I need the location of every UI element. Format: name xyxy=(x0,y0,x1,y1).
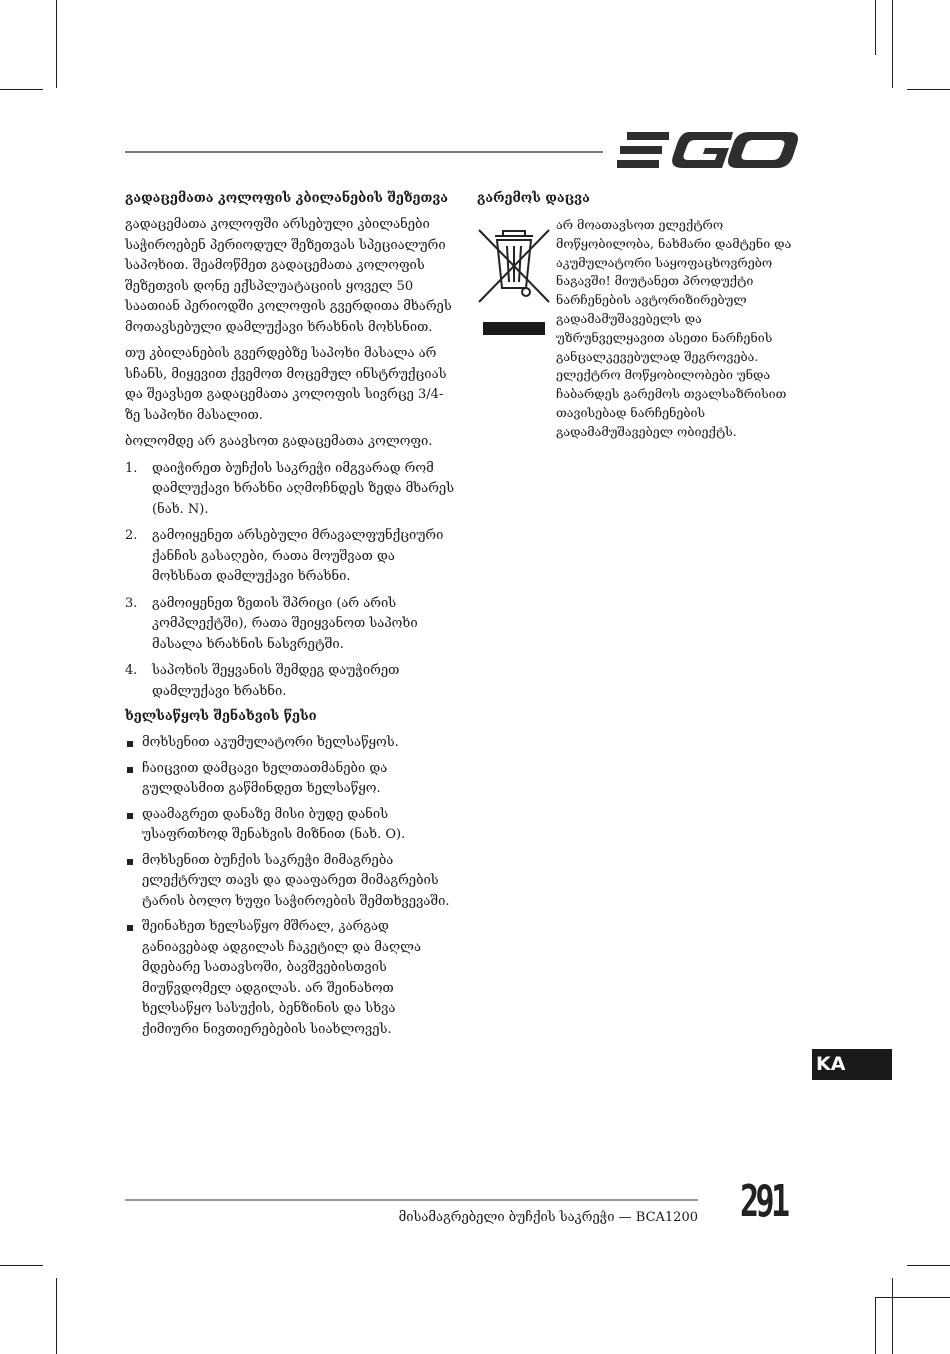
crop-mark xyxy=(907,89,950,90)
crop-mark xyxy=(56,1278,57,1354)
list-item xyxy=(125,759,455,800)
paragraph: თუ კბილანების გვერდებზე საპოხი მასალა არ სჩანს, მიყევით ქვემოთ მოცემულ ინსტრუქციას და შეავსეთ გადაცემათა კოლოფის სივრცე 3/4-ზე საპოხი მასალით. xyxy=(125,346,447,423)
item-text: დაამაგრეთ დანაზე მისი ბუდე დანის უსაფრთხოდ შენახვის მიზნით (ნახ. O). xyxy=(142,806,406,842)
step-number: 2. xyxy=(125,528,138,543)
step-number: 4. xyxy=(125,663,138,678)
list-item xyxy=(125,459,455,521)
paragraph: ბოლომდე არ გაავსოთ გადაცემათა კოლოფი. xyxy=(125,434,433,449)
item-text: შეინახეთ ხელსაწყო მშრალ, კარგად განიავებად ადგილას ჩაკეტილ და მაღლა მდებარე სათავსოში, ბავშვებისთვის მიუწვდომელ ადგილას. არ შეინახოთ ხელსაწყო სასუქის, ბენზინის და სხვა ქიმიური ნივთიერებების სიახლოვეს. xyxy=(142,919,421,1037)
language-badge: KA xyxy=(812,1049,892,1080)
item-text: მოხსენით აკუმულატორი ხელსაწყოს. xyxy=(142,735,399,750)
crop-mark xyxy=(875,1297,876,1354)
step-text: გამოიყენეთ არსებული მრავალფუნქციური ქანჩის გასაღები, რათა მოუშვათ და მოხსნათ დამლუქავი ხრახნი. xyxy=(152,528,444,584)
item-text: მოხსენით ბუჩქის საკრეჭი მიმაგრება ელექტრულ თავს და დააფარეთ მიმაგრების ტარის ბოლო ხუფი საჭიროების შემთხვევაში. xyxy=(142,852,450,909)
environment-heading: გარემოს დაცვა xyxy=(477,191,590,206)
crop-mark xyxy=(907,1265,950,1266)
list-item xyxy=(125,805,455,846)
bullet-icon xyxy=(127,767,133,773)
footer-product-title: მისამაგრებელი ბუჩქის საკრეჭი — BCA1200 xyxy=(398,1210,698,1225)
gear-lubrication-heading: გადაცემათა კოლოფის კბილანების შეზეთვა xyxy=(125,191,449,206)
weee-crossed-bin-icon xyxy=(477,218,551,336)
step-text: დაიჭირეთ ბუჩქის საკრეჭი იმგვარად რომ დამლუქავი ხრახნი აღმოჩნდეს ზედა მხარეს (ნახ. N). xyxy=(152,460,455,517)
page-number: 291 xyxy=(740,1176,787,1227)
header-rule xyxy=(125,151,603,153)
crop-mark xyxy=(0,1265,43,1266)
crop-mark xyxy=(0,89,43,90)
list-item xyxy=(125,594,455,656)
crop-mark xyxy=(56,0,57,88)
list-item xyxy=(125,851,455,913)
storage-heading: ხელსაწყოს შენახვის წესი xyxy=(125,709,317,724)
footer-rule xyxy=(125,1199,698,1201)
list-item xyxy=(125,733,455,754)
step-text: გამოიყენეთ ზეთის შპრიცი (არ არის კომპლექტში), რათა შეიყვანოთ საპოხი მასალა ხრახნის ნასვრეტში. xyxy=(152,595,418,652)
crop-mark xyxy=(892,1278,893,1354)
paragraph: გადაცემათა კოლოფში არსებული კბილანები საჭიროებენ პერიოდულ შეზეთვას სპეციალური საპოხით. შეამოწმეთ გადაცემათა კოლოფის შეზეთვის დონე ექსპლუატაციის ყოველ 50 საათიან პერიოდში კოლოფის გვერდითა მხარეს მოთავსებული დამლუქავი ხრახნის მოხსნით. xyxy=(125,217,452,335)
step-number: 1. xyxy=(125,460,138,476)
storage-list xyxy=(125,733,455,1040)
list-item xyxy=(125,526,455,588)
step-text: საპოხის შეყვანის შემდეგ დაუჭირეთ დამლუქავი ხრახნი. xyxy=(152,663,400,699)
list-item xyxy=(125,661,455,702)
crop-mark xyxy=(875,1297,950,1298)
bullet-icon xyxy=(127,813,133,819)
bullet-icon xyxy=(127,859,133,865)
bullet-icon xyxy=(127,741,133,747)
bullet-icon xyxy=(127,925,133,931)
list-item xyxy=(125,917,455,1040)
crop-mark xyxy=(892,0,893,88)
ego-logo xyxy=(617,130,799,170)
left-column xyxy=(125,190,455,1045)
lubrication-steps xyxy=(125,459,455,703)
step-number: 3. xyxy=(125,595,138,611)
environment-text: არ მოათავსოთ ელექტრო მოწყობილობა, ნახმარი დამტენი და აკუმულატორი საყოფაცხოვრებო ნაგავში! მიუტანეთ პროდუქტი ნარჩენების ავტორიზირებულ გადამამუშავებელს და უზრუნველყავით ასეთი ნარჩენის განცალკევებულად შეგროვება. ელექტრო მოწყობილობები უნდა ჩაბარდეს გარემოს თვალსაზრისით თავისებად ნარჩენების გადამამუშავებელ ობიექტს. xyxy=(556,217,792,439)
crop-mark xyxy=(875,0,876,55)
item-text: ჩაიცვით დამცავი ხელთათმანები და გულდასმით გაწმინდეთ ხელსაწყო. xyxy=(142,760,388,796)
right-column xyxy=(477,190,807,439)
